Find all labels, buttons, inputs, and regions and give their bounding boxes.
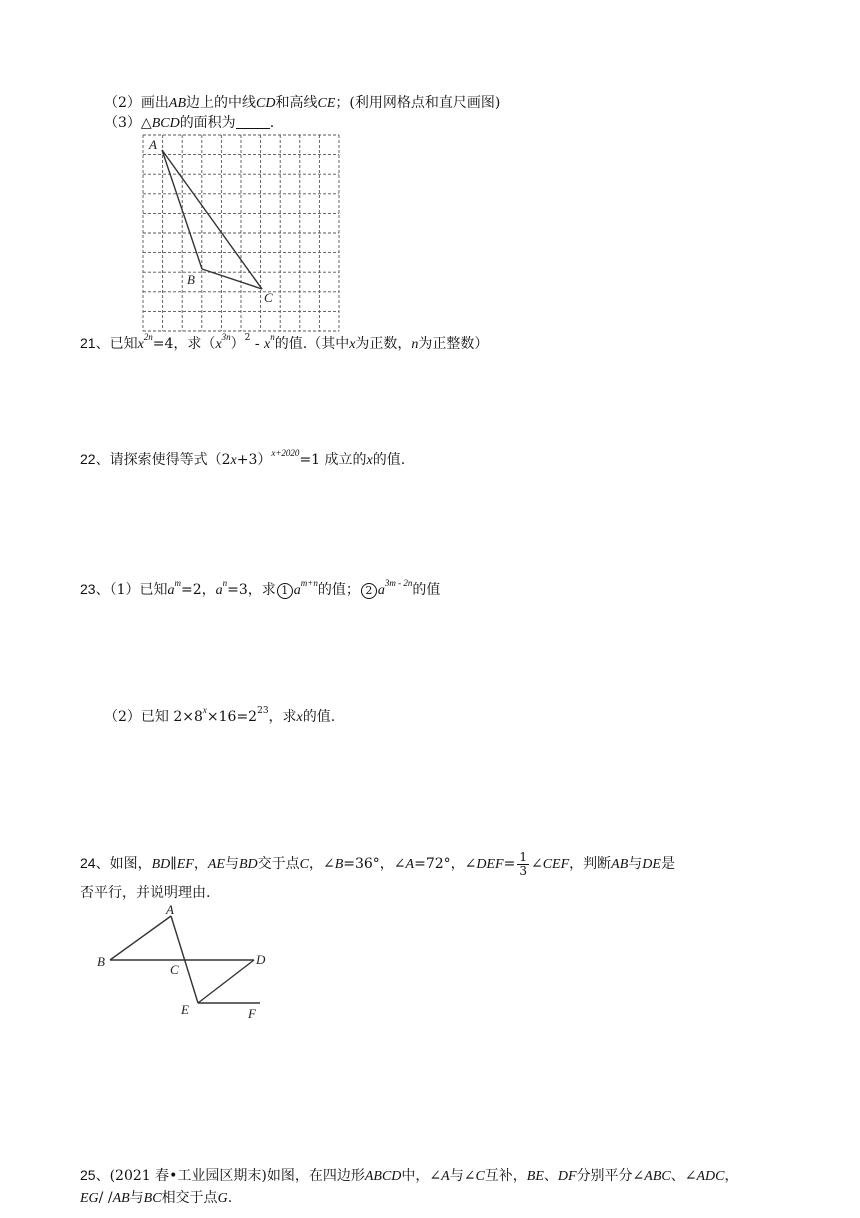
question-23-part2: （2）已知 $2\times 8^x\times 16=2^{23}$，求x的值.: [104, 705, 336, 725]
segment-ac: [162, 150, 262, 289]
question-21: 21、已知$x^{2n}=4$，求$(x^{3n})^2 - x^n$的值.（其中x为正数，n为正整数）: [80, 332, 489, 352]
label-b: B: [187, 272, 195, 287]
label-e: E: [181, 1002, 189, 1017]
answer-blank[interactable]: [236, 115, 270, 129]
question-24-line2: 否平行，并说明理由.: [80, 885, 211, 901]
circled-1: 1: [277, 583, 293, 599]
label-c: C: [264, 290, 273, 305]
label-c: C: [170, 962, 179, 977]
parallel-lines-figure: [92, 900, 282, 1026]
label-a: A: [149, 137, 157, 152]
question-23-part1: 23、（1）已知$a^m=2$，$a^n=3$，求 1 $a^{m+n}$的值； 2 $a^{3m - 2n}$的值: [80, 578, 441, 598]
question-24-line1: 24、如图，BD∥EF，AE与BD交于点C，∠B=36°，∠A=72°，∠DEF= $\frac{1}{3}$ ∠CEF，判断AB与DE是: [80, 849, 675, 878]
segment-de: [198, 960, 254, 1003]
question-25-line1: 25、(2021 春•工业园区期末)如图，在四边形ABCD中，∠A与∠C互补，BE、DF分别平分∠ABC、∠ADC，: [80, 1167, 739, 1184]
fraction-one-third: $\frac{1}{3}$: [519, 849, 527, 878]
label-b: B: [97, 954, 105, 969]
label-a: A: [166, 902, 174, 917]
label-f: F: [248, 1006, 256, 1021]
question-22: 22、请探索使得等式$(2x+3)^{x+2020}=1$ 成立的x的值.: [80, 448, 406, 468]
circled-2: 2: [361, 583, 377, 599]
q20-part3: （3）△BCD的面积为 .: [104, 115, 275, 131]
segment-ab: [110, 916, 171, 960]
q20-part2: （2）画出AB边上的中线CD和高线CE；(利用网格点和直尺画图): [104, 95, 501, 111]
label-d: D: [256, 952, 266, 967]
grid-figure: [140, 132, 344, 332]
triangle-abc: [162, 150, 262, 289]
question-25-line2: EG/ /AB与BC相交于点G.: [80, 1190, 233, 1206]
